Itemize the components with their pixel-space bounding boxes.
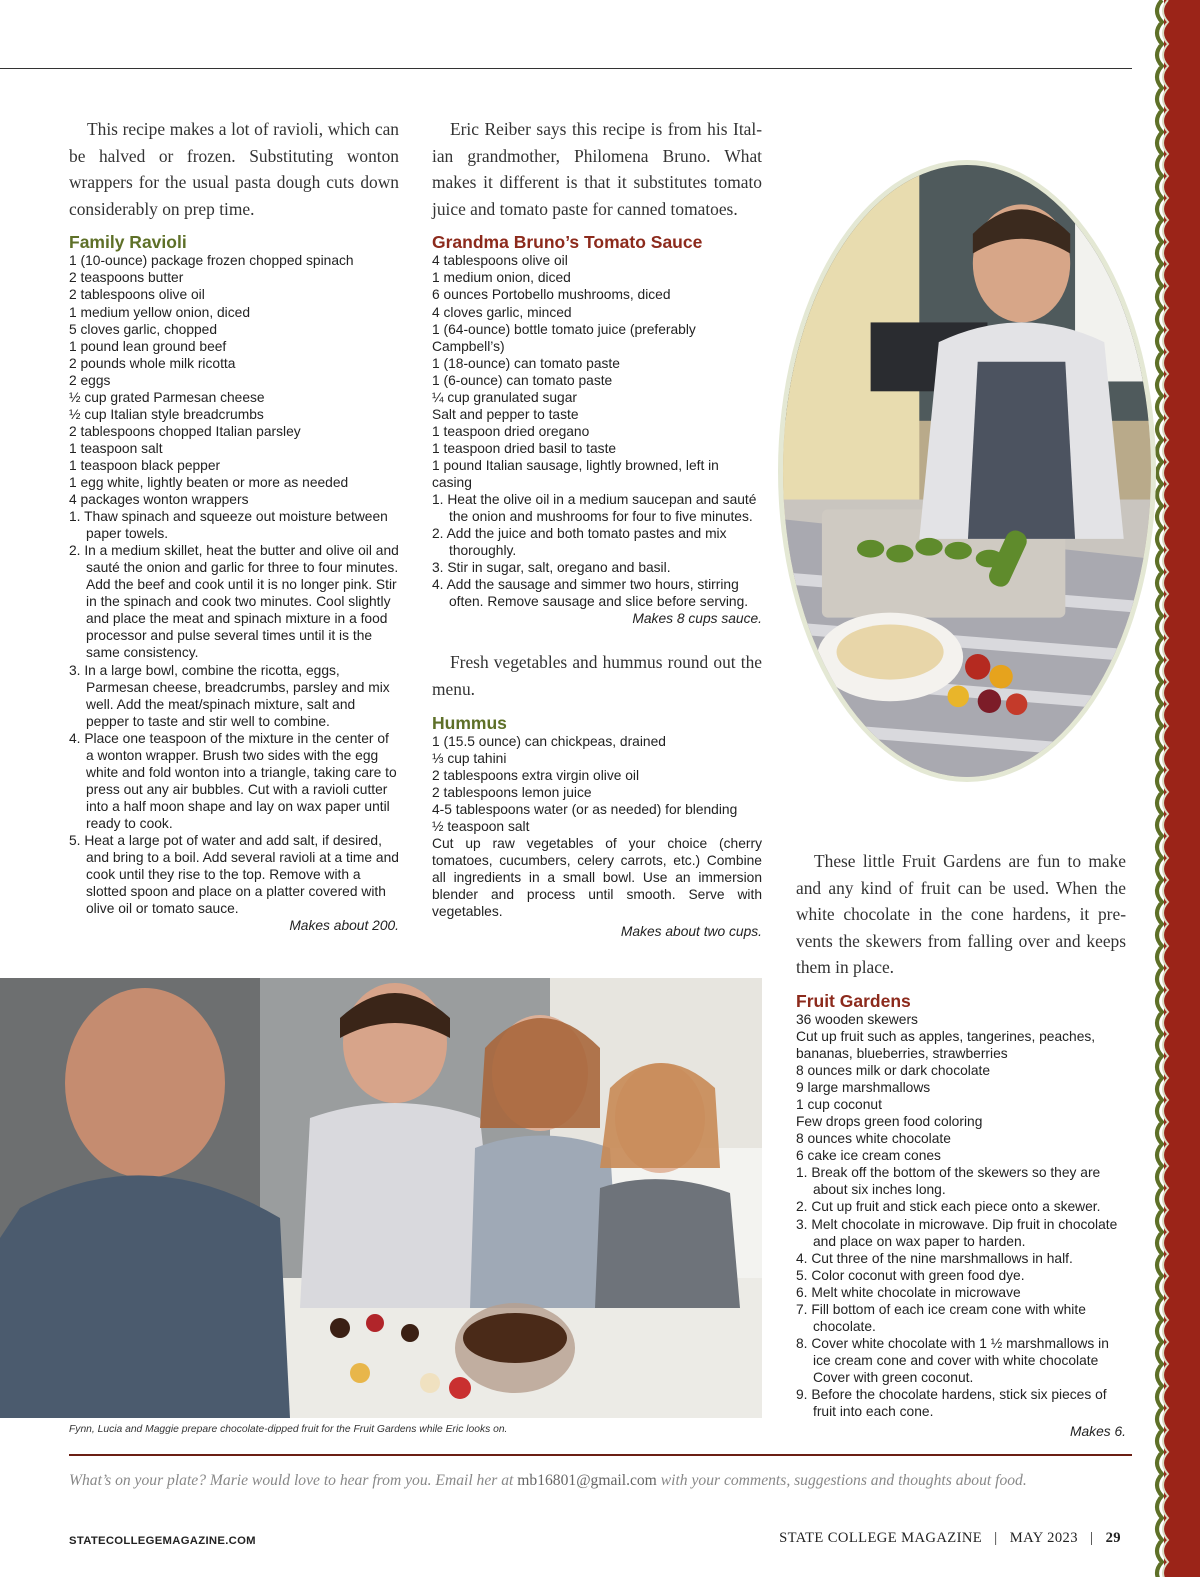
ingredient: 2 tablespoons olive oil <box>69 287 205 303</box>
photo-illustration <box>0 978 762 1418</box>
ingredient: ½ cup grated Parmesan cheese <box>69 389 265 405</box>
ingredient: 36 wooden skewers <box>796 1011 918 1027</box>
step: 1. Heat the olive oil in a medium saucepan and sauté the onion and mushrooms for four to five minutes. <box>432 492 757 525</box>
step: 5. Color coconut with green food dye. <box>796 1267 1025 1283</box>
ingredient: ½ cup Italian style breadcrumbs <box>69 406 264 422</box>
ingredient: Few drops green food coloring <box>796 1114 983 1130</box>
step-list-fruit-gardens <box>796 1164 1126 1420</box>
photo-boy-cutting-cucumbers <box>778 160 1156 782</box>
ingredient: 1 (15.5 ounce) can chickpeas, drained <box>432 733 666 749</box>
step: 1. Break off the bottom of the skewers so they are about six inches long. <box>796 1165 1101 1198</box>
bottom-rule <box>69 1454 1132 1456</box>
decorative-border <box>1144 0 1200 1577</box>
ingredient: 2 teaspoons butter <box>69 270 184 286</box>
tagline-lead: What’s on your plate? Marie would love to hear from you. Email her at <box>69 1472 518 1489</box>
photo-caption: Fynn, Lucia and Maggie prepare chocolate-dipped fruit for the Fruit Gardens while Eric looks on. <box>69 1424 508 1435</box>
ingredient: 8 ounces milk or dark chocolate <box>796 1063 991 1079</box>
contact-tagline <box>69 1472 1027 1490</box>
column-tomato-sauce <box>432 116 762 940</box>
footer-website[interactable]: STATECOLLEGEMAGAZINE.COM <box>69 1535 256 1547</box>
step: 2. Add the juice and both tomato pastes and mix thoroughly. <box>432 526 727 559</box>
ingredient: 1 teaspoon dried basil to taste <box>432 440 617 456</box>
step: 3. Melt chocolate in microwave. Dip fruit in chocolate and place on wax paper to harden. <box>796 1216 1118 1249</box>
issue-date: MAY 2023 <box>1009 1530 1078 1546</box>
step-list-ravioli <box>69 508 399 917</box>
recipe-title-ravioli: Family Ravioli <box>69 232 187 253</box>
step: 3. Stir in sugar, salt, oregano and basil. <box>432 560 671 576</box>
step: 4. Place one teaspoon of the mixture in the center of a wonton wrapper. Brush two sides with the egg white and fold wonton into a triangle, taking care to press out any air bubbles. Cut with a ravioli cutter into a half moon shape and lay on wax paper until ready to cook. <box>69 730 397 831</box>
ingredient: 1 teaspoon salt <box>69 440 163 456</box>
step: 8. Cover white chocolate with 1 ½ marshmallows in ice cream cone and cover with white chocolate Cover with green coconut. <box>796 1335 1109 1385</box>
ingredient: 1 (18-ounce) can tomato paste <box>432 355 620 371</box>
ingredient: Cut up fruit such as apples, tangerines, peaches, bananas, blueberries, strawberries <box>796 1029 1096 1062</box>
folio-divider: | <box>986 1530 1006 1546</box>
magazine-name: STATE COLLEGE MAGAZINE <box>779 1530 983 1546</box>
photo-illustration <box>783 165 1151 777</box>
email-link[interactable]: mb16801@gmail.com <box>517 1472 657 1489</box>
yield-ravioli: Makes about 200. <box>289 918 399 934</box>
ingredient: 2 eggs <box>69 372 111 388</box>
ingredient: 4 packages wonton wrappers <box>69 492 249 508</box>
intro-fruit-gardens: These little Fruit Gardens are fun to make and any kind of fruit can be used. When the white chocolate in the cone hardens, it prevents the skewers from falling over and keeps them in place. <box>796 851 1126 978</box>
ingredient: ¼ cup granulated sugar <box>432 389 577 405</box>
ingredient-list-fruit-gardens <box>796 1011 1126 1164</box>
ingredient: 4 cloves garlic, minced <box>432 304 572 320</box>
ingredient: 9 large marshmallows <box>796 1080 931 1096</box>
recipe-title-hummus: Hummus <box>432 712 507 733</box>
step: 3. In a large bowl, combine the ricotta, eggs, Parmesan cheese, breadcrumbs, parsley and mix well. Add the meat/spinach mixture, salt and pepper to taste and stir well to combine. <box>69 662 390 729</box>
yield-fruit-gardens: Makes 6. <box>1070 1424 1126 1440</box>
intro-tomato-sauce: Eric Reiber says this recipe is from his Italian grandmother, Philomena Bruno. What makes it different is that it substitutes tomato juice and tomato paste for canned tomatoes. <box>432 119 762 219</box>
intro-hummus: Fresh vegetables and hummus round out the menu. <box>432 652 762 699</box>
ingredient: 1 (64-ounce) bottle tomato juice (preferably Campbell’s) <box>432 321 696 354</box>
ingredient: 1 cup coconut <box>796 1097 882 1113</box>
ingredient: ½ teaspoon salt <box>432 818 530 834</box>
ingredient-list-hummus <box>432 733 762 835</box>
step: 7. Fill bottom of each ice cream cone with white chocolate. <box>796 1301 1086 1334</box>
tagline-tail: with your comments, suggestions and thoughts about food. <box>656 1472 1027 1489</box>
step: 4. Cut three of the nine marshmallows in half. <box>796 1250 1073 1266</box>
ingredient: 6 cake ice cream cones <box>796 1148 941 1164</box>
ingredient: 2 pounds whole milk ricotta <box>69 355 236 371</box>
page-number: 29 <box>1105 1530 1121 1546</box>
ingredient: 8 ounces white chocolate <box>796 1131 951 1147</box>
column-fruit-gardens <box>796 848 1126 1440</box>
step: 1. Thaw spinach and squeeze out moisture between paper towels. <box>69 509 388 542</box>
recipe-title-tomato-sauce: Grandma Bruno’s Tomato Sauce <box>432 232 703 253</box>
ingredient-list-tomato-sauce <box>432 252 762 491</box>
ingredient: 1 teaspoon dried oregano <box>432 423 590 439</box>
ingredient: 1 medium onion, diced <box>432 270 571 286</box>
ingredient: Salt and pepper to taste <box>432 406 579 422</box>
ingredient: 4 tablespoons olive oil <box>432 253 568 269</box>
step: 6. Melt white chocolate in microwave <box>796 1284 1021 1300</box>
ingredient: 1 medium yellow onion, diced <box>69 304 250 320</box>
intro-ravioli: This recipe makes a lot of ravioli, which can be halved or frozen. Substituting wonton wrappers for the usual pasta dough cuts down considerably on prep time. <box>69 119 399 219</box>
top-rule <box>0 68 1132 69</box>
ingredient: ⅓ cup tahini <box>432 750 507 766</box>
step: 4. Add the sausage and simmer two hours, stirring often. Remove sausage and slice before serving. <box>432 577 749 610</box>
folio-divider: | <box>1082 1530 1102 1546</box>
footer-folio <box>779 1530 1121 1547</box>
ingredient: 5 cloves garlic, chopped <box>69 321 218 337</box>
ingredient: 2 tablespoons lemon juice <box>432 784 592 800</box>
yield-hummus: Makes about two cups. <box>620 924 762 940</box>
ingredient: 4-5 tablespoons water (or as needed) for blending <box>432 801 738 817</box>
ingredient: 1 pound Italian sausage, lightly browned, left in casing <box>432 457 719 490</box>
step: 2. In a medium skillet, heat the butter and olive oil and sauté the onion and garlic for three to four minutes. Add the beef and cook until it is no longer pink. Stir in the spinach and cook two minutes. Cool slightly and place the meat and spinach mixture in a food processor and pulse several times until it is the same consistency. <box>69 543 399 661</box>
ingredient: 1 (6-ounce) can tomato paste <box>432 372 613 388</box>
ingredient: 1 (10-ounce) package frozen chopped spinach <box>69 253 354 269</box>
ingredient: 6 ounces Portobello mushrooms, diced <box>432 287 671 303</box>
ingredient: 1 egg white, lightly beaten or more as needed <box>69 474 349 490</box>
step: 5. Heat a large pot of water and add salt, if desired, and bring to a boil. Add several ravioli at a time and cook until they rise to the top. Remove with a slotted spoon and place on a platter covered with olive oil or tomato sauce. <box>69 832 399 917</box>
photo-family-dipping-fruit <box>0 978 762 1418</box>
ingredient: 1 teaspoon black pepper <box>69 457 221 473</box>
directions-hummus: Cut up raw vegetables of your choice (cherry tomatoes, cucumbers, celery carrots, etc.) Combine all ingredients in a small bowl. Use an immersion blender and process until smooth. Serve with vegetables. <box>432 835 762 920</box>
step: 2. Cut up fruit and stick each piece onto a skewer. <box>796 1199 1101 1215</box>
step: 9. Before the chocolate hardens, stick six pieces of fruit into each cone. <box>796 1387 1107 1420</box>
step-list-tomato-sauce <box>432 491 762 610</box>
ingredient-list-ravioli <box>69 252 399 508</box>
column-ravioli <box>69 116 399 934</box>
ingredient: 2 tablespoons chopped Italian parsley <box>69 423 301 439</box>
recipe-title-fruit-gardens: Fruit Gardens <box>796 990 911 1011</box>
yield-tomato-sauce: Makes 8 cups sauce. <box>632 611 762 627</box>
ingredient: 2 tablespoons extra virgin olive oil <box>432 767 640 783</box>
ingredient: 1 pound lean ground beef <box>69 338 227 354</box>
